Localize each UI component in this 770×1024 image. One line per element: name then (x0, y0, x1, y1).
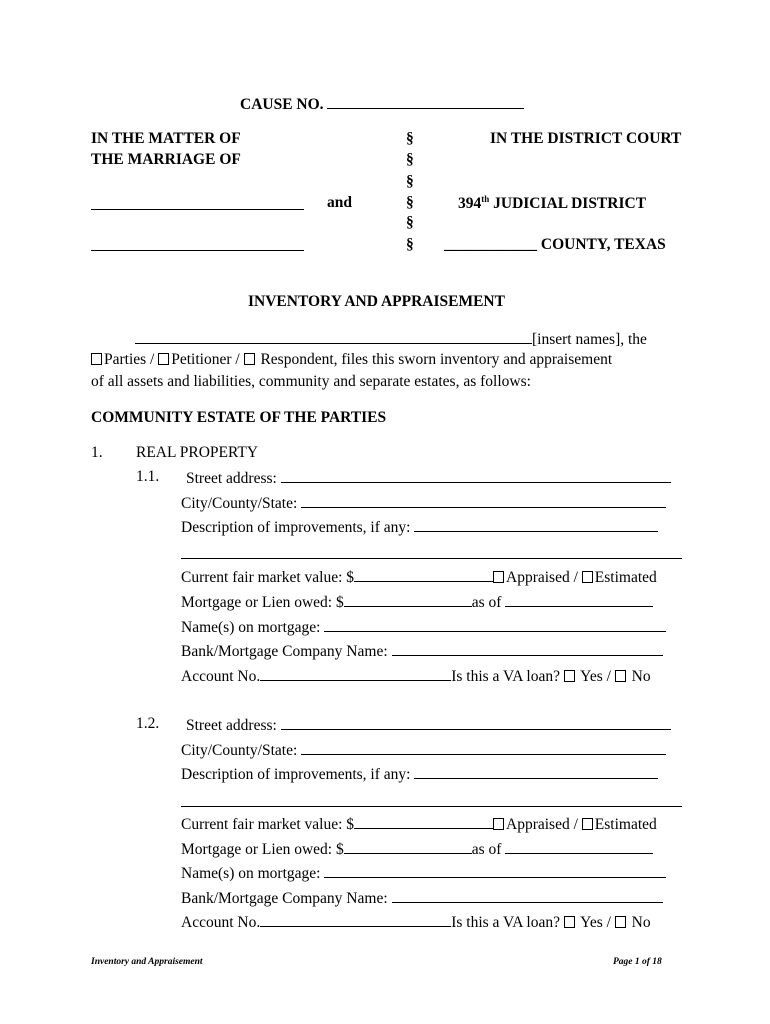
section-symbol: § (406, 214, 414, 231)
names-field[interactable] (135, 329, 532, 344)
va-label: Is this a VA loan? (451, 914, 560, 931)
improvements-field-line-2[interactable] (181, 558, 682, 559)
county-line (444, 236, 666, 254)
va-yes-checkbox[interactable] (564, 670, 575, 682)
names-row (181, 863, 666, 883)
footer-title: Inventory and Appraisement (91, 957, 203, 967)
account-field[interactable] (260, 912, 451, 927)
as-of-field[interactable] (505, 592, 653, 607)
appraised-label: Appraised / (506, 816, 582, 833)
section-symbol: § (406, 236, 414, 253)
as-of-field[interactable] (505, 839, 653, 854)
district-number: 394 (458, 195, 482, 213)
district-suffix: th (481, 194, 490, 204)
names-row (181, 617, 666, 637)
va-no-label: No (627, 668, 651, 685)
item-label: REAL PROPERTY (136, 444, 259, 461)
estimated-checkbox[interactable] (582, 818, 593, 830)
district-rest: JUDICIAL DISTRICT (489, 195, 647, 213)
va-yes-checkbox[interactable] (564, 916, 575, 928)
improvements-field-line-2[interactable] (181, 806, 682, 807)
matter-line-1: IN THE MATTER OF (91, 130, 241, 147)
property-number: 1.2. (136, 715, 160, 732)
item-number: 1. (91, 444, 103, 461)
improvements-field[interactable] (414, 517, 658, 532)
and-word: and (327, 194, 352, 211)
fmv-field[interactable] (354, 567, 493, 582)
petitioner-checkbox[interactable] (158, 353, 169, 365)
bank-label: Bank/Mortgage Company Name: (181, 643, 388, 660)
va-yes-label: Yes / (576, 914, 615, 931)
improvements-row (181, 517, 658, 537)
county-label: COUNTY, TEXAS (537, 236, 666, 253)
city-field[interactable] (301, 493, 666, 508)
names-label: Name(s) on mortgage: (181, 619, 321, 636)
improvements-label: Description of improvements, if any: (181, 766, 411, 783)
fmv-field[interactable] (354, 814, 493, 829)
account-field[interactable] (260, 666, 451, 681)
improvements-label: Description of improvements, if any: (181, 519, 411, 536)
estimated-checkbox[interactable] (582, 571, 593, 583)
county-blank[interactable]: ____________ (444, 236, 537, 253)
street-label: Street address: (186, 717, 277, 734)
parties-label: Parties / (104, 351, 159, 368)
bank-row (181, 641, 663, 661)
va-label: Is this a VA loan? (451, 668, 560, 685)
intro-line-1 (135, 329, 647, 349)
mortgage-label: Mortgage or Lien owed: $ (181, 594, 344, 611)
names-label: Name(s) on mortgage: (181, 865, 321, 882)
bank-field[interactable] (392, 888, 663, 903)
bank-row (181, 888, 663, 908)
names-field[interactable] (324, 863, 666, 878)
judicial-district (458, 194, 646, 213)
district-court: IN THE DISTRICT COURT (490, 130, 682, 147)
cause-no (240, 94, 524, 114)
party-2-name-field[interactable] (91, 250, 304, 251)
section-symbol: § (406, 194, 414, 211)
mortgage-field[interactable] (344, 839, 472, 854)
intro-line-3: of all assets and liabilities, community and separate estates, as follows: (91, 373, 531, 390)
va-yes-label: Yes / (576, 668, 615, 685)
city-row (181, 493, 666, 513)
street-field[interactable] (281, 468, 671, 483)
mortgage-row (181, 839, 653, 859)
bank-label: Bank/Mortgage Company Name: (181, 890, 388, 907)
appraised-checkbox[interactable] (493, 818, 504, 830)
intro-line-2 (91, 351, 612, 369)
va-no-checkbox[interactable] (615, 670, 626, 682)
petitioner-label: Petitioner / (171, 351, 244, 368)
va-no-label: No (627, 914, 651, 931)
account-label: Account No. (181, 668, 261, 685)
street-row (186, 715, 671, 735)
fmv-label: Current fair market value: $ (181, 816, 355, 833)
intro-line-2-rest: Respondent, files this sworn inventory and appraisement (256, 351, 613, 368)
mortgage-label: Mortgage or Lien owed: $ (181, 841, 344, 858)
section-symbol: § (406, 173, 414, 190)
va-no-checkbox[interactable] (615, 916, 626, 928)
as-of-label: as of (471, 841, 502, 858)
mortgage-row (181, 592, 653, 612)
as-of-label: as of (471, 594, 502, 611)
respondent-checkbox[interactable] (244, 353, 255, 365)
improvements-field[interactable] (414, 764, 658, 779)
account-row (181, 912, 651, 932)
bank-field[interactable] (392, 641, 663, 656)
insert-names-text: [insert names], the (532, 331, 647, 348)
appraised-checkbox[interactable] (493, 571, 504, 583)
city-label: City/County/State: (181, 742, 298, 759)
page-number: Page 1 of 18 (613, 957, 662, 967)
cause-no-field[interactable] (327, 94, 524, 109)
section-symbol: § (406, 130, 414, 147)
fmv-row (181, 567, 657, 587)
section-symbol: § (406, 151, 414, 168)
improvements-row (181, 764, 658, 784)
account-label: Account No. (181, 914, 261, 931)
names-field[interactable] (324, 617, 666, 632)
property-number: 1.1. (136, 468, 160, 485)
section-heading: COMMUNITY ESTATE OF THE PARTIES (91, 409, 387, 426)
city-row (181, 740, 666, 760)
street-label: Street address: (186, 470, 277, 487)
fmv-label: Current fair market value: $ (181, 569, 355, 586)
matter-line-2: THE MARRIAGE OF (91, 151, 241, 168)
party-1-name-field[interactable] (91, 209, 304, 210)
cause-no-label: CAUSE NO. (240, 96, 324, 113)
city-label: City/County/State: (181, 495, 298, 512)
appraised-label: Appraised / (506, 569, 582, 586)
parties-checkbox[interactable] (91, 353, 102, 365)
mortgage-field[interactable] (344, 592, 472, 607)
estimated-label: Estimated (594, 569, 657, 586)
page-title: INVENTORY AND APPRAISEMENT (248, 293, 505, 310)
estimated-label: Estimated (594, 816, 657, 833)
city-field[interactable] (301, 740, 666, 755)
fmv-row (181, 814, 657, 834)
street-field[interactable] (281, 715, 671, 730)
street-row (186, 468, 671, 488)
account-row (181, 666, 651, 686)
